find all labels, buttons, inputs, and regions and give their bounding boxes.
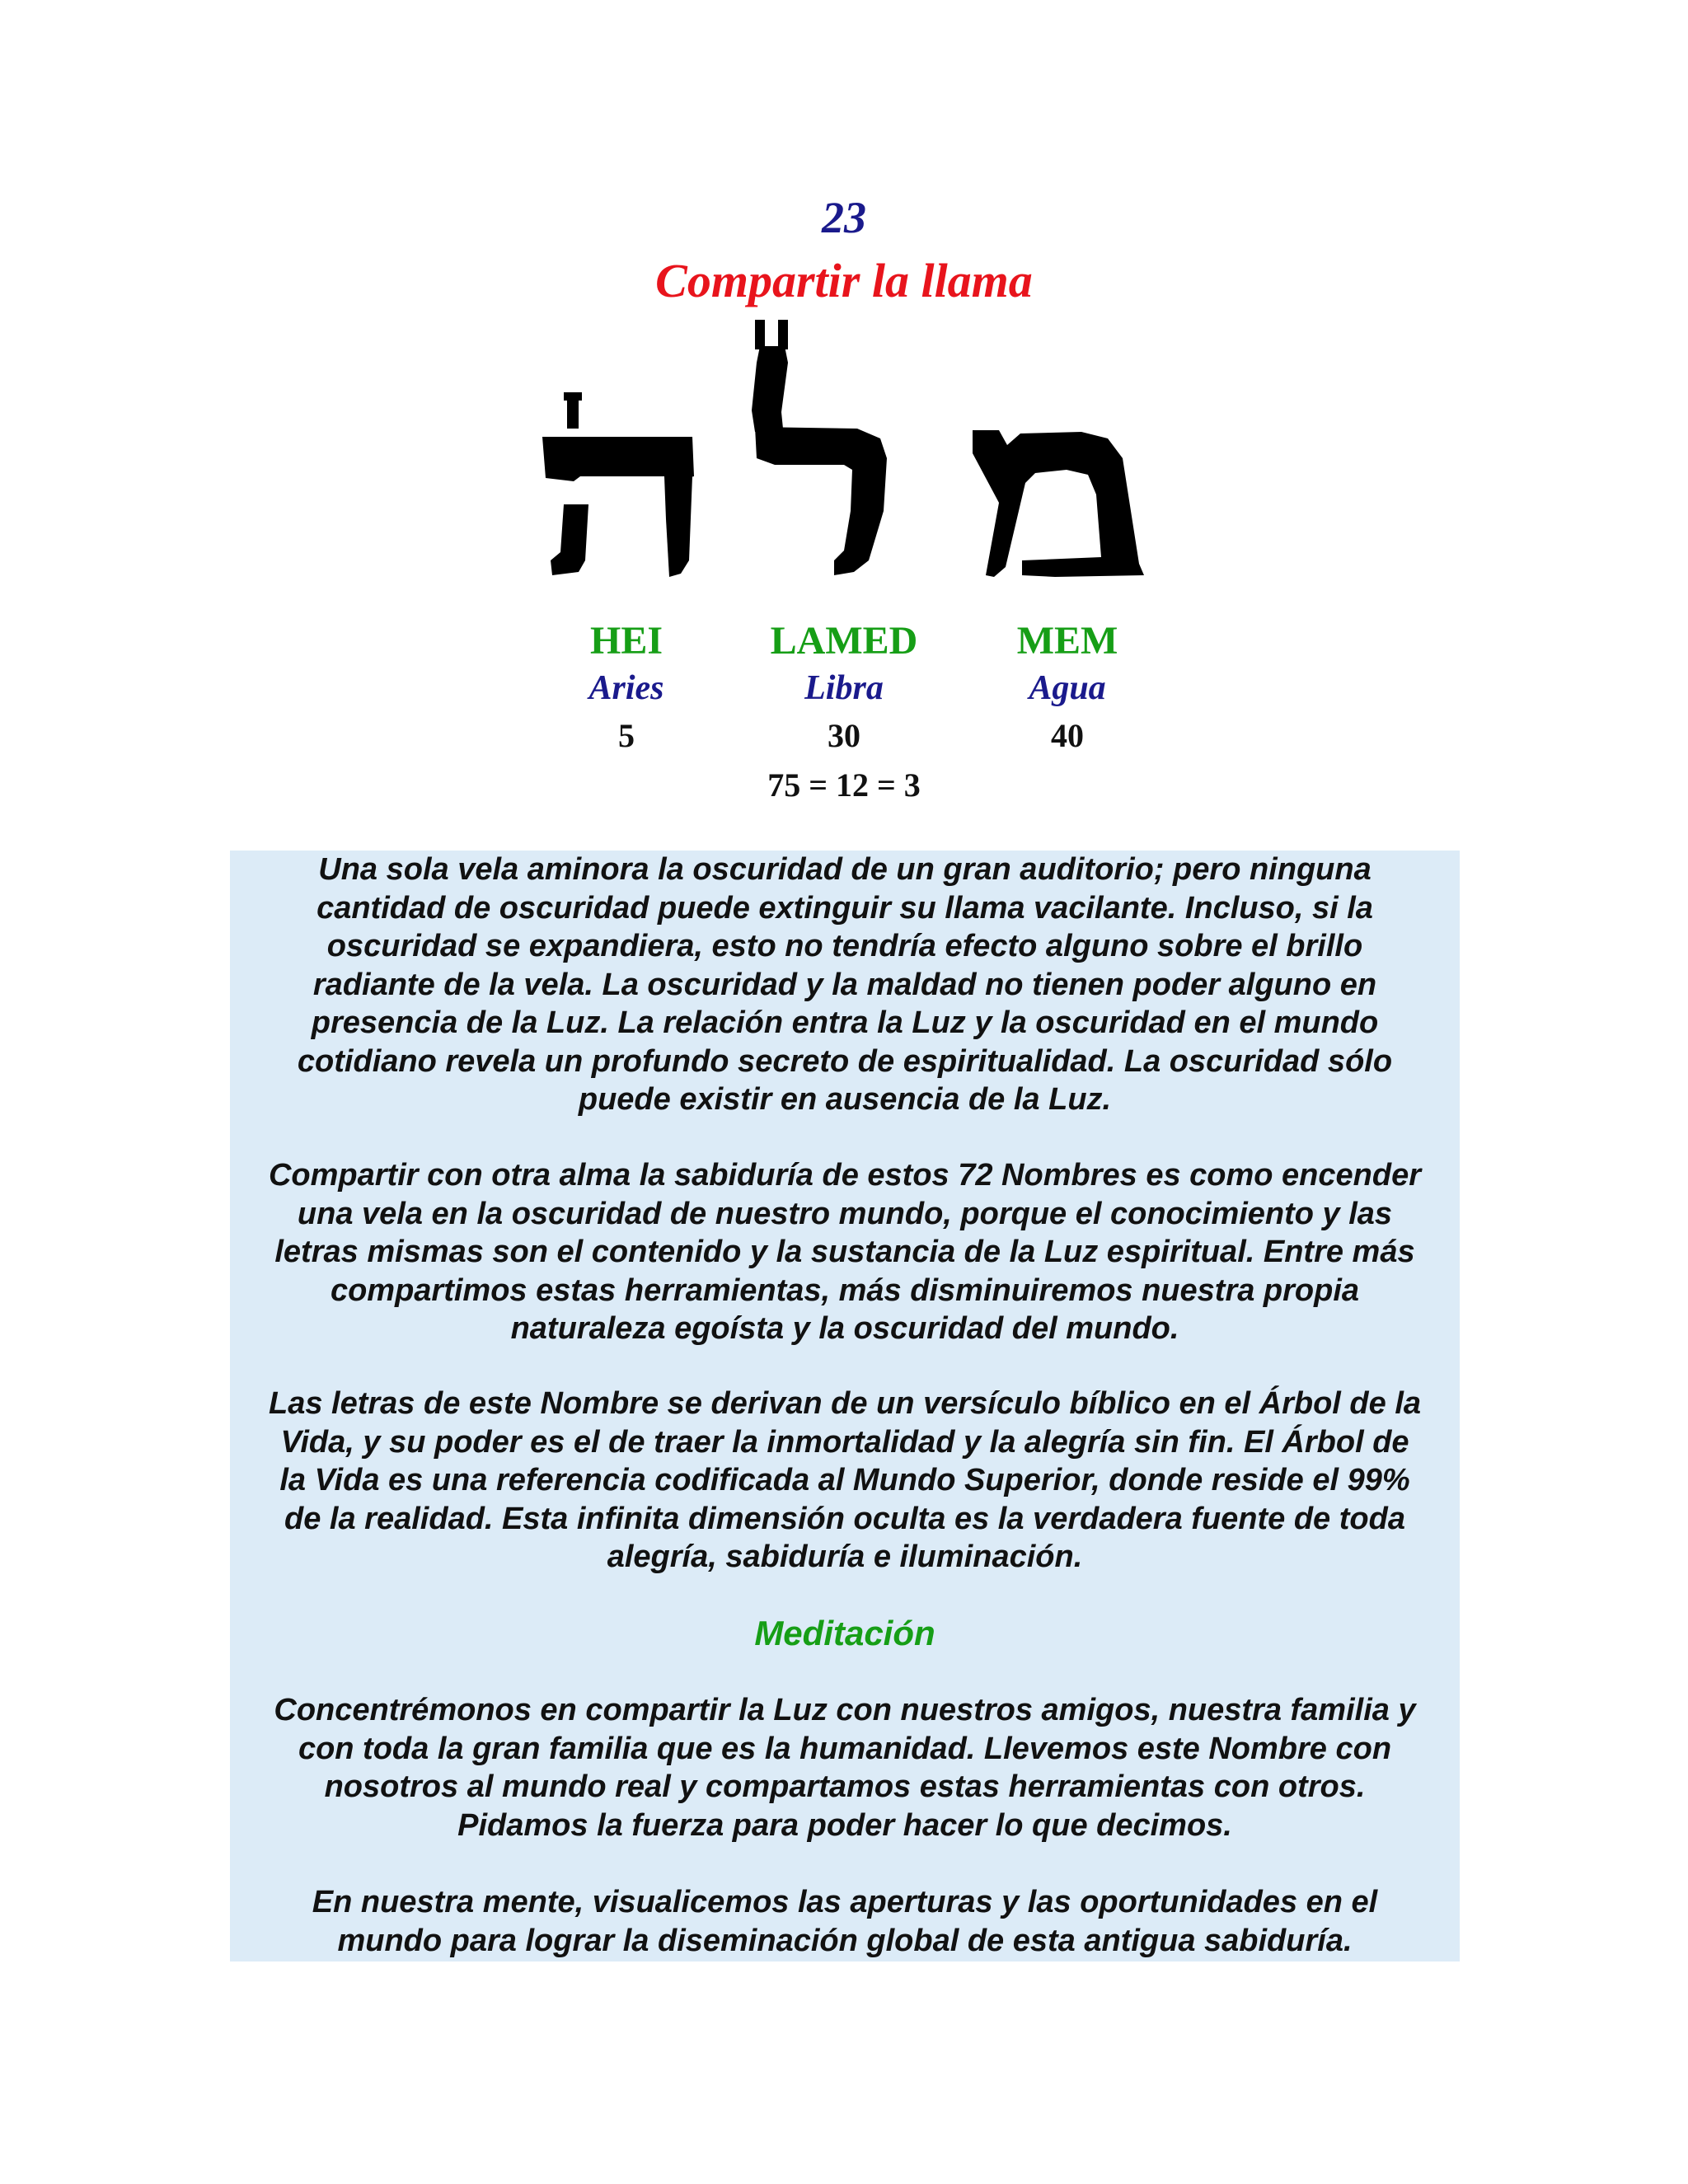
paragraph-2: [230, 1156, 1460, 1348]
text-line: Compartir con otra alma la sabiduría de estos 72 Nombres es como encender: [268, 1158, 1422, 1193]
paragraph-3: [230, 1385, 1460, 1577]
text-line: Pidamos la fuerza para poder hacer lo que decimos.: [457, 1807, 1232, 1843]
text-line: puede existir en ausencia de la Luz.: [578, 1082, 1112, 1117]
text-line: nosotros al mundo real y compartamos estas herramientas con otros.: [324, 1769, 1366, 1804]
text-line: cantidad de oscuridad puede extinguir su llama vacilante. Incluso, si la: [316, 890, 1373, 926]
text-line: naturaleza egoísta y la oscuridad del mundo.: [510, 1311, 1179, 1346]
text-line: radiante de la vela. La oscuridad y la maldad no tienen poder alguno en: [312, 967, 1377, 1002]
name-number: 23: [822, 193, 866, 242]
text-line: mundo para lograr la diseminación global de esta antigua sabiduría.: [337, 1923, 1353, 1958]
text-line: letras mismas son el contenido y la sustancia de la Luz espiritual. Entre más: [274, 1235, 1415, 1269]
text-line: la Vida es una referencia codificada al Mundo Superior, donde reside el 99%: [279, 1463, 1410, 1497]
lamed-letter-icon: [752, 320, 887, 575]
letter-name: HEI: [589, 619, 663, 663]
meditation-paragraph-2: [230, 1883, 1460, 1960]
letter-column-lamed: [762, 618, 926, 760]
text-line: una vela en la oscuridad de nuestro mundo, porque el conocimiento y las: [297, 1196, 1393, 1231]
hebrew-letters: [528, 313, 1170, 585]
letter-name: LAMED: [770, 619, 918, 663]
mem-letter-icon: [973, 430, 1144, 577]
gematria-sum: 75 = 12 = 3: [767, 766, 921, 804]
name-title: Compartir la llama: [655, 254, 1033, 307]
hei-letter-icon: [542, 392, 694, 577]
text-line: con toda la gran familia que es la humanidad. Llevemos este Nombre con: [298, 1731, 1392, 1766]
meditation-heading: Meditación: [754, 1614, 935, 1652]
meditation-paragraph-1: [230, 1691, 1460, 1844]
text-line: Vida, y su poder es el de traer la inmortalidad y la alegría sin fin. El Árbol de: [280, 1424, 1409, 1460]
letter-attribute: Aries: [588, 669, 664, 707]
letter-value: 40: [1051, 717, 1084, 754]
letter-value: 5: [618, 717, 635, 754]
paragraph-1: [230, 851, 1460, 1119]
letter-attribute: Agua: [1029, 669, 1106, 707]
text-line: alegría, sabiduría e iluminación.: [607, 1540, 1083, 1574]
text-line: Las letras de este Nombre se derivan de un versículo bíblico en el Árbol de la: [268, 1386, 1422, 1421]
description-box: [230, 851, 1460, 1961]
text-line: Una sola vela aminora la oscuridad de un gran auditorio; pero ninguna: [318, 852, 1372, 887]
letter-column-hei: [569, 618, 684, 760]
text-line: compartimos estas herramientas, más disminuiremos nuestra propia: [330, 1272, 1360, 1308]
letter-column-mem: [1006, 618, 1129, 760]
text-line: cotidiano revela un profundo secreto de espiritualidad. La oscuridad sólo: [297, 1043, 1393, 1079]
text-line: En nuestra mente, visualicemos las aperturas y las oportunidades en el: [312, 1885, 1378, 1919]
text-line: oscuridad se expandiera, esto no tendría efecto alguno sobre el brillo: [326, 929, 1363, 963]
letter-attribute: Libra: [804, 669, 884, 707]
letter-name: MEM: [1016, 619, 1118, 663]
text-line: Concentrémonos en compartir la Luz con nuestros amigos, nuestra familia y: [274, 1693, 1416, 1727]
text-line: de la realidad. Esta infinita dimensión oculta es la verdadera fuente de toda: [284, 1501, 1405, 1536]
letter-value: 30: [828, 717, 860, 754]
text-line: presencia de la Luz. La relación entra la Luz y la oscuridad en el mundo: [311, 1005, 1379, 1040]
